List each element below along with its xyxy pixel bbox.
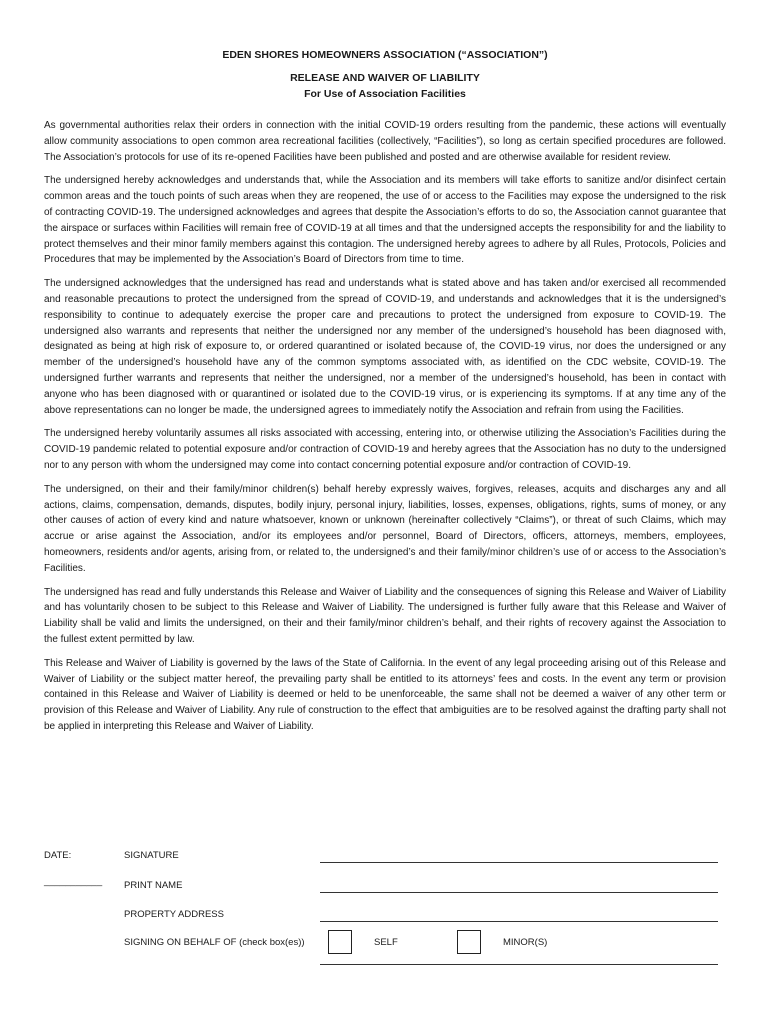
document-subtitle: For Use of Association Facilities — [304, 88, 466, 100]
signing-on-behalf-label: SIGNING ON BEHALF OF (check box(es)) — [124, 937, 305, 948]
paragraph-assumption-of-risk: The undersigned hereby voluntarily assumes all risks associated with accessing, entering into, or otherwise utilizing the Association’s Facilities during the COVID-19 pandemic related to potential exposure and/or contraction of COVID-19 and hereby agrees that the Association has no duty to the undersigned nor to any person with whom the undersigned may come into contact concerning potential exposure and/or contraction of COVID-19. — [44, 428, 726, 471]
document-body — [44, 118, 726, 743]
paragraph-understanding: The undersigned has read and fully understands this Release and Waiver of Liability and the consequences of signing this Release and Waiver of Liability and has voluntarily chosen to be subject to this Release and Waiver of Liability. The undersigned is further fully aware that this Release and Waiver of Liability shall be valid and limits the undersigned, on their and their family/minor children’s behalf, and their rights of recovery against the Association to the fullest extent permitted by law. — [44, 586, 726, 645]
property-address-line[interactable] — [320, 921, 718, 922]
date-blank[interactable]: ___________ — [44, 876, 103, 887]
paragraph-acknowledgement: The undersigned hereby acknowledges and understands that, while the Association and its members will take efforts to sanitize and/or disinfect certain common areas and the touch points of such areas when they are reopened, the use of or access to the Facilities may expose the undersigned to the risk of contracting COVID-19. The undersigned acknowledges and agrees that despite the Association’s efforts to do so, the Association cannot guarantee that the airspace or surfaces within Facilities will remain free of COVID-19 at all times and that the undersigned accepts the responsibility for and the liability to protect themselves and their minor family members against this contagion. The undersigned hereby agrees to adhere by all Rules, Protocols, Policies and Procedures that may be implemented by the Association’s Board of Directors from time to time. — [44, 175, 726, 266]
paragraph-intro: As governmental authorities relax their orders in connection with the initial COVID-19 orders resulting from the pandemic, these actions will eventually allow community associations to open common area recreational facilities (collectively, “Facilities”), so long as certain specified procedures are followed. The Association’s protocols for use of its re-opened Facilities have been published and posted and are otherwise available for resident review. — [44, 120, 726, 163]
association-heading: EDEN SHORES HOMEOWNERS ASSOCIATION (“ASSOCIATION”) — [222, 49, 548, 61]
bottom-rule — [320, 964, 718, 965]
minor-label: MINOR(S) — [503, 937, 548, 948]
date-label: DATE: — [44, 850, 72, 861]
signature-label: SIGNATURE — [124, 850, 179, 861]
property-address-label: PROPERTY ADDRESS — [124, 909, 224, 920]
minor-checkbox[interactable] — [457, 930, 481, 954]
paragraph-governing-law: This Release and Waiver of Liability is governed by the laws of the State of California. In the event of any legal proceeding arising out of this Release and Waiver of Liability or the subject matter hereof, the prevailing party shall be entitled to its attorneys’ fees and costs. In the event any term or provision contained in this Release and Waiver of Liability is deemed or held to be unenforceable, the same shall not be deemed a waiver of any other term or provision of this Release and Waiver of Liability. Any rule of construction to the effect that ambiguities are to be resolved against the drafting party shall not be applied in interpreting this Release and Waiver of Liability. — [44, 657, 726, 732]
signature-line[interactable] — [320, 862, 718, 863]
paragraph-release: The undersigned, on their and their family/minor children(s) behalf hereby expressly waives, forgives, releases, acquits and discharges any and all actions, claims, compensation, demands, disputes, bodily injury, personal injury, liabilities, losses, expenses, obligations, rights, sums of money, or any other causes of action of every kind and nature whatsoever, known or unknown (hereinafter collectively “Claims”), or threat of such Claims, which may accrue or arise against the Association, and/or its employees and/or personnel, Board of Directors, officers, attorneys, members, employees, homeowners, residents and/or agents, arising from, or related to, the undersigned’s and their family/minor children’s use of or access to the Association’s Facilities. — [44, 483, 726, 574]
paragraph-representations: The undersigned acknowledges that the undersigned has read and understands what is stated above and has taken and/or exercised all recommended and reasonable precautions to protect the undersigned from the spread of COVID-19, and understands and acknowledges that it is the undersigned’s responsibility to continue to adequately exercise the proper care and precautions to protect the undersigned from exposure to COVID-19. The undersigned also warrants and represents that neither the undersigned nor any member of the undersigned’s household has been diagnosed with, designated as being at high risk of exposure to, or ordered quarantined or isolated because of, the COVID-19 virus, nor does the undersigned or any member of the undersigned’s household have any of the common symptoms associated with, as identified on the CDC website, COVID-19. The undersigned further warrants and represents that neither the undersigned, nor a member of the undersigned’s household, has been in contact with anyone who has been diagnosed with or quarantined or isolated due to the COVID-19 virus, or is experiencing its symptoms. If at any time any of the above representations can no longer be made, the undersigned agrees to immediately notify the Association and refrain from using the Facilities. — [44, 278, 726, 416]
self-label: SELF — [374, 937, 398, 948]
print-name-line[interactable] — [320, 892, 718, 893]
self-checkbox[interactable] — [328, 930, 352, 954]
print-name-label: PRINT NAME — [124, 880, 183, 891]
document-title: RELEASE AND WAIVER OF LIABILITY — [290, 72, 480, 84]
